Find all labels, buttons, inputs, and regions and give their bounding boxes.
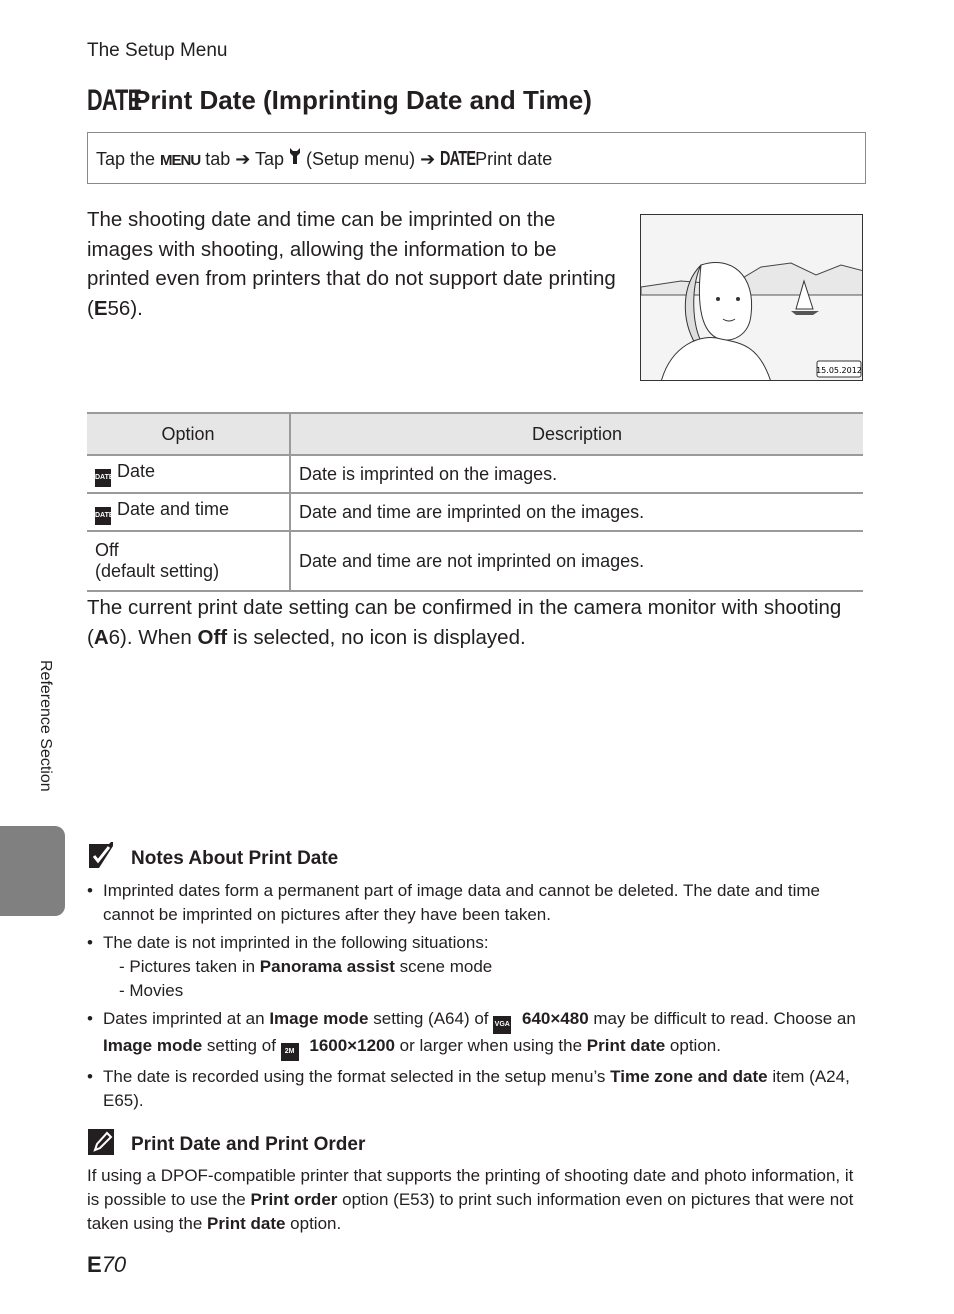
menu-path-box: Tap the MENU tab ➔ Tap (Setup menu) ➔ DATE Print date [87,132,866,184]
side-tab [0,826,65,916]
note-heading-print-date: Notes About Print Date [87,842,338,870]
after-table-paragraph: The current print date setting can be confirmed in the camera monitor with shooting (A6). When Off is selected, no icon is displayed. [87,593,847,652]
list-item: • The date is not imprinted in the following situations: - Pictures taken in Panorama assist scene mode - Movies [87,931,862,1003]
note-heading-print-order: Print Date and Print Order [87,1128,365,1156]
date-time-icon: DATE [95,507,111,525]
date-icon: DATE [95,469,111,487]
pencil-icon [87,1128,115,1156]
print-date-icon: DATE [87,84,142,117]
reference-book-icon: A [93,625,109,649]
header-option: Option [87,413,290,455]
intro-paragraph: The shooting date and time can be imprinted on the images with shooting, allowing the information to be printed even from printers that do not support date printing (E56). [87,205,617,323]
table-row: DATE Date and time Date and time are imprinted on the images. [87,493,863,531]
sample-photo [640,214,863,381]
menu-icon: MENU [160,152,201,169]
print-order-paragraph: If using a DPOF-compatible printer that supports the printing of shooting date and photo information, it is possible to use the Print order option (E53) to print such information even on pictures that were not taken using the Print date option. [87,1166,854,1233]
page-number: E70 [87,1252,127,1277]
print-date-icon: DATE [440,148,476,170]
header-description: Description [290,413,863,455]
photo-date-stamp: 15.05.2012 [816,366,862,375]
list-item: • Imprinted dates form a permanent part of image data and cannot be deleted. The date and time cannot be imprinted on pictures after they have been taken. [87,879,862,927]
wrench-icon [289,149,301,169]
notes-list [87,879,862,1117]
table-row: Off (default setting) Date and time are not imprinted on images. [87,531,863,591]
list-item: • Dates imprinted at an Image mode setting (A64) of VGA 640×480 may be difficult to read. Choose an Image mode setting of 2M 1600×1200 or larger when using the Print date option. [87,1007,862,1061]
reference-e-icon: E [87,1252,102,1277]
list-item: • The date is recorded using the format selected in the setup menu’s Time zone and date item (A24, E65). [87,1065,862,1113]
2m-icon: 2M [281,1043,299,1061]
section-header: The Setup Menu [87,40,228,61]
page-title [87,84,592,118]
side-tab-label: Reference Section [37,660,54,792]
page-title-text: Print Date (Imprinting Date and Time) [133,85,592,115]
vga-icon: VGA [493,1016,511,1034]
checkmark-icon [87,842,115,870]
reference-e-icon: E [93,296,108,320]
table-row: DATE Date Date is imprinted on the images. [87,455,863,493]
options-table [87,412,863,592]
